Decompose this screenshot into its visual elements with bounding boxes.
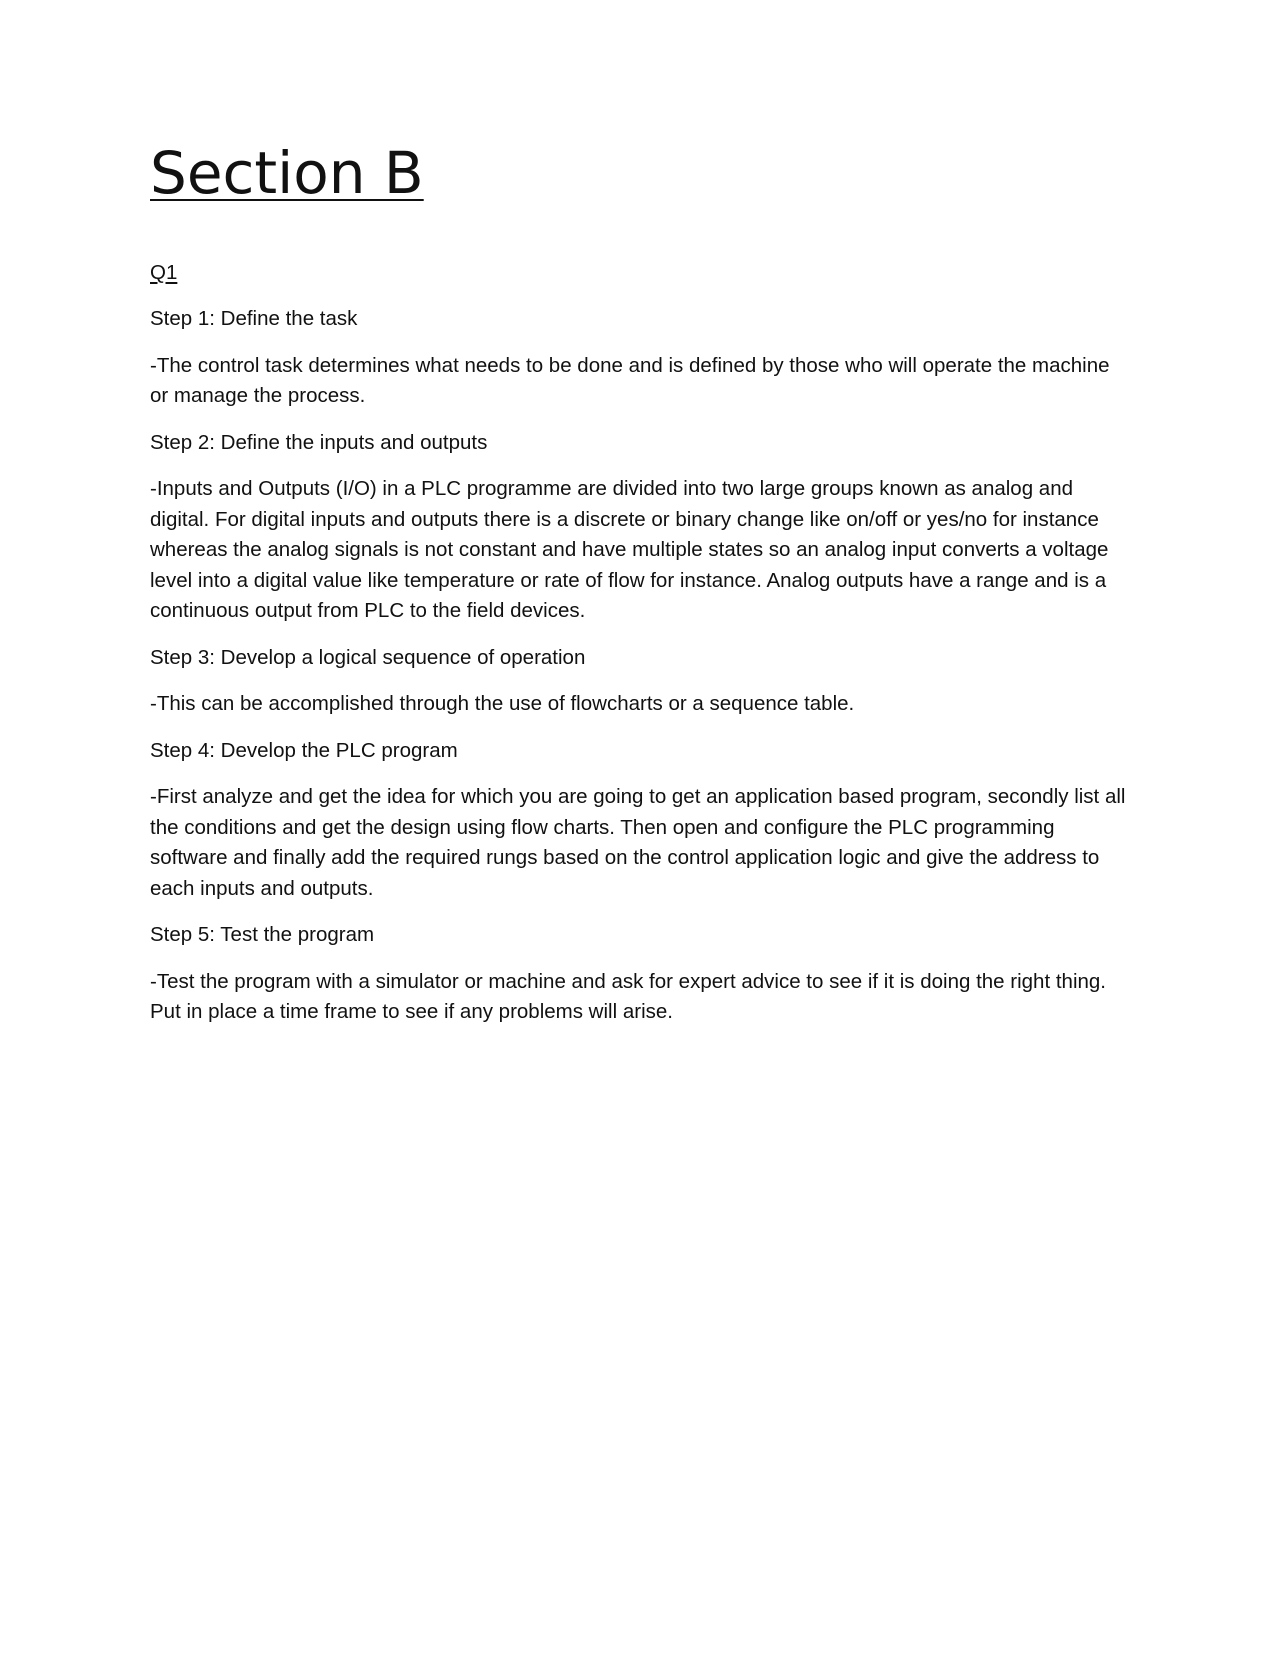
step-5-title: Step 5: Test the program (150, 923, 375, 947)
step-3-description: -This can be accomplished through the use of flowcharts or a sequence table. (150, 692, 855, 716)
step-3-title: Step 3: Develop a logical sequence of operation (150, 645, 586, 669)
document-body (150, 139, 1130, 1044)
section-heading: Section B (150, 139, 424, 207)
step-4-description: -First analyze and get the idea for which you are going to get an application based program, secondly list all the conditions and get the design using flow charts. Then open and configure the PLC programming software and finally add the required rungs based on the control application logic and give the address to each inputs and outputs. (150, 785, 1126, 900)
question-label-line (150, 258, 1130, 289)
step-4-title: Step 4: Develop the PLC program (150, 738, 458, 762)
step-2-description: -Inputs and Outputs (I/O) in a PLC programme are divided into two large groups known as analog and digital. For digital inputs and outputs there is a discrete or binary change like on/off or yes/no for instance whereas the analog signals is not constant and have multiple states so an analog input converts a voltage level into a digital value like temperature or rate of flow for instance. Analog outputs have a range and is a continuous output from PLC to the field devices. (150, 477, 1109, 623)
step-5-description: -Test the program with a simulator or machine and ask for expert advice to see if it is doing the right thing. Put in place a time frame to see if any problems will arise. (150, 969, 1106, 1024)
question-label: Q1 (150, 260, 178, 284)
step-2-title: Step 2: Define the inputs and outputs (150, 430, 488, 454)
step-1-description: -The control task determines what needs to be done and is defined by those who will operate the machine or manage the process. (150, 353, 1110, 408)
step-1-title: Step 1: Define the task (150, 307, 358, 331)
